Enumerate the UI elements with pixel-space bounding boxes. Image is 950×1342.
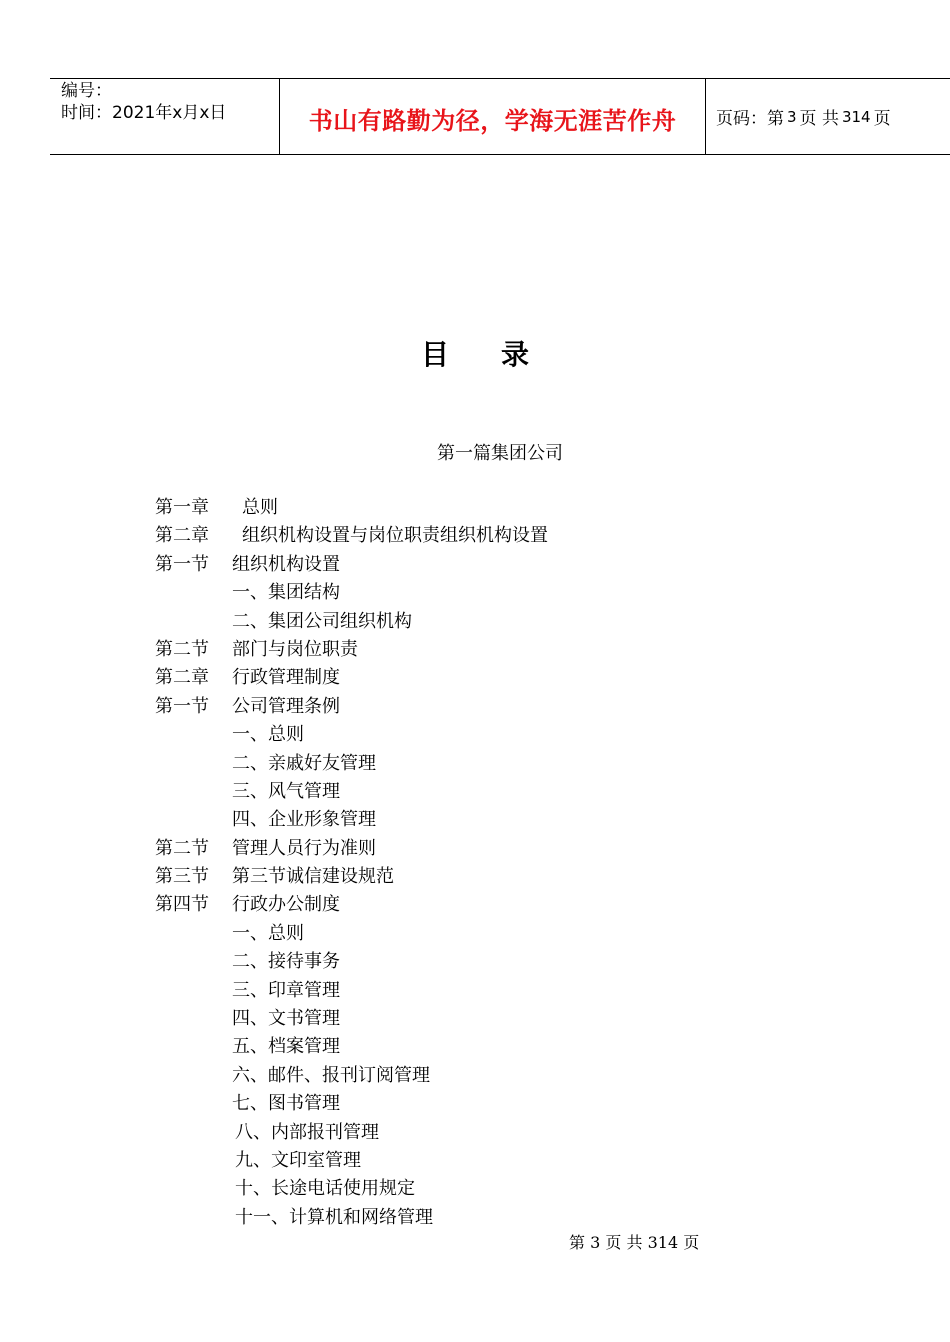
toc-entry (155, 1033, 855, 1061)
toc-entry-text: 部门与岗位职责 (232, 638, 358, 660)
toc-entry (155, 806, 855, 834)
toc-entry-text: 行政办公制度 (232, 894, 340, 916)
footer-total: 314 (647, 1233, 679, 1252)
toc-entry-text: 一、总则 (232, 922, 304, 944)
toc-entry (155, 1147, 855, 1175)
page-title: 目录 (420, 338, 581, 371)
toc-entry (155, 1005, 855, 1033)
toc-entry (155, 1090, 855, 1118)
toc-entry-text: 九、文印室管理 (235, 1149, 361, 1171)
toc-entry (155, 693, 855, 721)
toc-entry-label: 第一节 (155, 695, 209, 717)
page-mid: 页 共 (799, 109, 839, 129)
toc-entry-text: 一、集团结构 (232, 582, 340, 604)
footer-mid: 页 共 (605, 1233, 643, 1252)
toc-entry (155, 863, 855, 891)
toc-entry-label: 第三节 (155, 866, 209, 888)
toc-entry (155, 579, 855, 607)
toc-entry (155, 494, 855, 522)
toc-entry (155, 636, 855, 664)
footer-prefix: 第 (569, 1233, 586, 1252)
toc-entry-label: 第二节 (155, 837, 209, 859)
toc-entry (155, 721, 855, 749)
toc-entry (155, 1119, 855, 1147)
toc-entry-text: 十、长途电话使用规定 (235, 1178, 415, 1200)
toc-entry-text: 总则 (242, 497, 278, 518)
toc-entry (155, 778, 855, 806)
toc-entry-text: 组织机构设置 (232, 553, 340, 575)
page-current: 3 (787, 107, 797, 126)
toc-entry-text: 第三节诚信建设规范 (232, 866, 394, 888)
document-header (50, 78, 950, 155)
toc-entry-text: 七、图书管理 (232, 1093, 340, 1115)
toc-entry-text: 五、档案管理 (232, 1036, 340, 1058)
header-divider-right (705, 78, 706, 155)
toc-entry (155, 608, 855, 636)
header-page-number (716, 78, 891, 155)
toc-entry-label: 第二节 (155, 638, 209, 660)
table-of-contents (155, 494, 855, 1232)
toc-entry-text: 六、邮件、报刊订阅管理 (232, 1064, 430, 1086)
toc-entry (155, 664, 855, 692)
toc-entry (155, 1204, 855, 1232)
toc-entry (155, 920, 855, 948)
toc-entry (155, 948, 855, 976)
toc-entry-label: 第二章 (155, 525, 209, 547)
toc-entry-text: 四、企业形象管理 (232, 809, 376, 831)
motto-text: 书山有路勤为径，学海无涯苦作舟 (308, 107, 677, 135)
toc-entry-text: 二、亲戚好友管理 (232, 752, 376, 774)
toc-entry-text: 三、风气管理 (232, 780, 340, 802)
toc-entry-label: 第四节 (155, 894, 209, 916)
part-title: 第一篇集团公司 (437, 443, 563, 464)
toc-entry-text: 四、文书管理 (232, 1008, 340, 1030)
header-motto-cell (280, 78, 705, 155)
toc-entry-text: 行政管理制度 (232, 667, 340, 689)
toc-entry-text: 组织机构设置与岗位职责组织机构设置 (242, 525, 548, 547)
number-label: 编号： (61, 81, 112, 101)
toc-entry-text: 十一、计算机和网络管理 (235, 1206, 433, 1228)
page-total: 314 (841, 107, 871, 126)
toc-entry (155, 551, 855, 579)
toc-entry-text: 二、集团公司组织机构 (232, 610, 412, 632)
toc-entry-text: 三、印章管理 (232, 979, 340, 1001)
toc-entry (155, 977, 855, 1005)
toc-entry (155, 891, 855, 919)
toc-entry (155, 1175, 855, 1203)
toc-entry (155, 835, 855, 863)
footer-suffix: 页 (683, 1233, 700, 1252)
toc-entry-text: 八、内部报刊管理 (235, 1121, 379, 1143)
time-label: 时间：2021年x月x日 (61, 103, 227, 123)
page-suffix: 页 (873, 109, 891, 129)
toc-entry (155, 522, 855, 550)
toc-entry-label: 第一章 (155, 497, 209, 518)
toc-entry (155, 1062, 855, 1090)
toc-entry-text: 公司管理条例 (232, 695, 340, 717)
page-prefix: 页码：第 (716, 109, 784, 129)
toc-entry (155, 750, 855, 778)
footer-current: 3 (590, 1233, 601, 1252)
toc-entry-text: 二、接待事务 (232, 951, 340, 973)
toc-entry-label: 第二章 (155, 667, 209, 689)
toc-entry-text: 一、总则 (232, 724, 304, 746)
header-meta (61, 80, 276, 124)
page-footer (569, 1230, 699, 1253)
toc-entry-text: 管理人员行为准则 (232, 837, 376, 859)
toc-entry-label: 第一节 (155, 553, 209, 575)
